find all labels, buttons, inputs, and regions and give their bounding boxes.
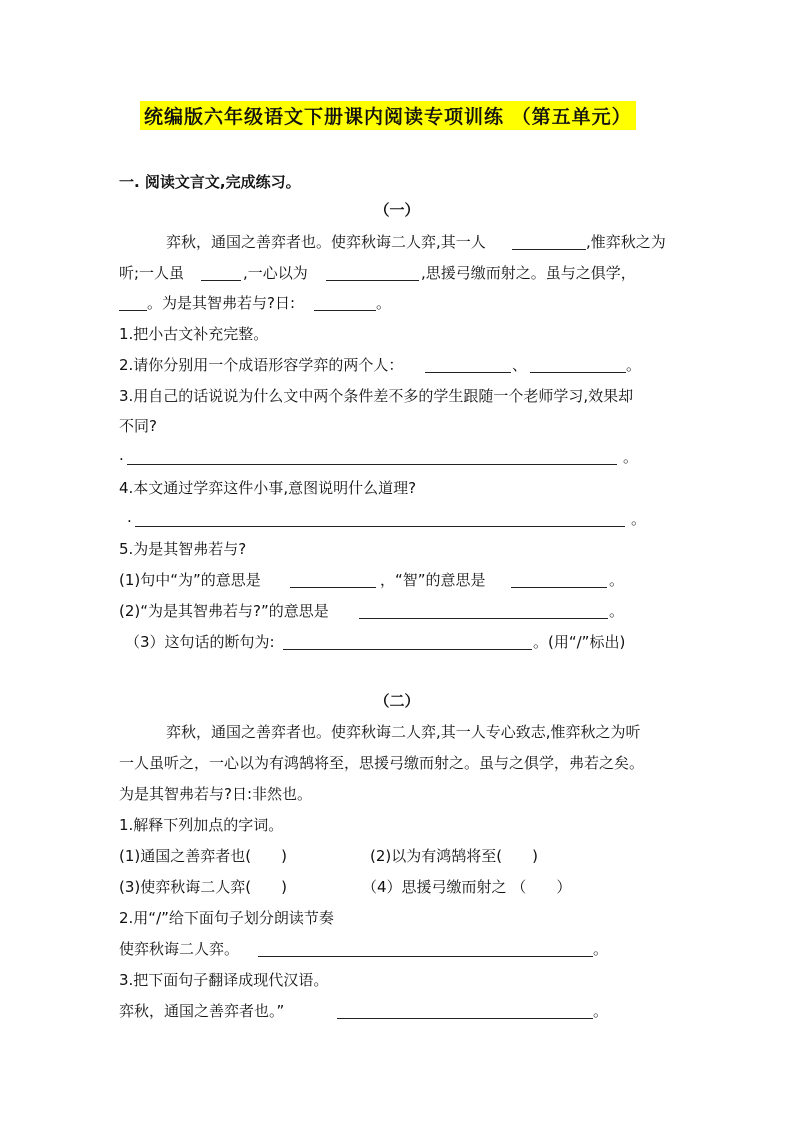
answer-suffix: 。 bbox=[623, 448, 639, 466]
question-2-sentence: 使弈秋诲二人弈。 bbox=[119, 940, 240, 958]
question-3-cont: 不同? bbox=[119, 417, 157, 435]
passage1-line3-end: 。 bbox=[376, 294, 392, 312]
answer-line[interactable] bbox=[258, 956, 593, 957]
question-5-2-end: 。 bbox=[609, 602, 625, 620]
question-5-3: （3）这句话的断句为: bbox=[125, 633, 275, 651]
answer-prefix: . bbox=[119, 446, 124, 464]
page-title: 统编版六年级语文下册课内阅读专项训练 （第五单元） bbox=[140, 101, 636, 130]
blank-line[interactable] bbox=[326, 280, 419, 281]
question-1-item-3: (3)使弈秋诲二人弈( ) bbox=[119, 878, 287, 896]
question-2: 2.用“/”给下面句子划分朗读节奏 bbox=[119, 909, 334, 927]
question-5-1-end: 。 bbox=[609, 571, 625, 589]
question-1-item-4: （4）思援弓缴而射之 （ ） bbox=[362, 878, 572, 896]
passage1-line2-end: ,思援弓缴而射之。虽与之俱学， bbox=[421, 264, 636, 282]
question-2-end: 。 bbox=[626, 356, 642, 374]
blank-line[interactable] bbox=[119, 310, 147, 311]
question-1-item-1: (1)通国之善弈者也( ) bbox=[119, 847, 287, 865]
part2-label: （二） bbox=[374, 692, 420, 710]
answer-line[interactable] bbox=[337, 1018, 593, 1019]
question-5-2: (2)“为是其智弗若与?”的意思是 bbox=[119, 602, 329, 620]
question-3: 3.把下面句子翻译成现代汉语。 bbox=[119, 971, 329, 989]
passage1-line1-end: ,惟弈秋之为 bbox=[586, 233, 666, 251]
question-2-sep: 、 bbox=[512, 356, 528, 374]
blank-line[interactable] bbox=[283, 649, 532, 650]
question-3: 3.用自己的话说说为什么文中两个条件差不多的学生跟随一个老师学习,效果却 bbox=[119, 387, 634, 405]
passage1-line2-mid: ,一心以为 bbox=[243, 264, 308, 282]
blank-line[interactable] bbox=[359, 618, 608, 619]
question-2: 2.请你分别用一个成语形容学弈的两个人： bbox=[119, 356, 404, 374]
question-5-1: (1)句中“为”的意思是 bbox=[119, 571, 261, 589]
question-5: 5.为是其智弗若与? bbox=[119, 540, 247, 558]
blank-line[interactable] bbox=[425, 372, 511, 373]
passage2-line3: 为是其智弗若与?日:非然也。 bbox=[119, 785, 313, 803]
section-heading: 一. 阅读文言文,完成练习。 bbox=[119, 173, 301, 191]
answer-line[interactable] bbox=[135, 526, 625, 527]
blank-line[interactable] bbox=[201, 280, 241, 281]
blank-line[interactable] bbox=[530, 372, 626, 373]
question-3-sentence: 弈秋，通国之善弈者也。” bbox=[119, 1002, 285, 1020]
passage1-line3-start: 。为是其智弗若与?日: bbox=[147, 294, 296, 312]
question-1-item-2: (2)以为有鸿鹄将至( ) bbox=[370, 847, 538, 865]
part1-label: （一） bbox=[374, 201, 420, 219]
answer-line[interactable] bbox=[127, 464, 617, 465]
passage2-line1: 弈秋，通国之善弈者也。使弈秋诲二人弈,其一人专心致志,惟弈秋之为听 bbox=[166, 723, 641, 741]
passage1-line2-start: 听;一人虽 bbox=[119, 264, 185, 282]
blank-line[interactable] bbox=[290, 587, 376, 588]
question-3-end: 。 bbox=[593, 1002, 609, 1020]
answer-prefix: . bbox=[127, 508, 132, 526]
question-4: 4.本文通过学弈这件小事,意图说明什么道理? bbox=[119, 479, 417, 497]
question-1: 1.解释下列加点的字词。 bbox=[119, 816, 284, 834]
blank-line[interactable] bbox=[512, 249, 586, 250]
question-5-3-end: 。(用“/”标出) bbox=[533, 633, 626, 651]
answer-suffix: 。 bbox=[631, 510, 647, 528]
blank-line[interactable] bbox=[511, 587, 607, 588]
passage2-line2: 一人虽听之，一心以为有鸿鹄将至，思援弓缴而射之。虽与之俱学，弗若之矣。 bbox=[119, 754, 645, 772]
question-1: 1.把小古文补充完整。 bbox=[119, 325, 269, 343]
question-5-1-mid: ，“智”的意思是 bbox=[380, 571, 486, 589]
blank-line[interactable] bbox=[314, 310, 376, 311]
question-2-end: 。 bbox=[593, 940, 609, 958]
passage1-line1-start: 弈秋，通国之善弈者也。使弈秋诲二人弈,其一人 bbox=[166, 233, 486, 251]
